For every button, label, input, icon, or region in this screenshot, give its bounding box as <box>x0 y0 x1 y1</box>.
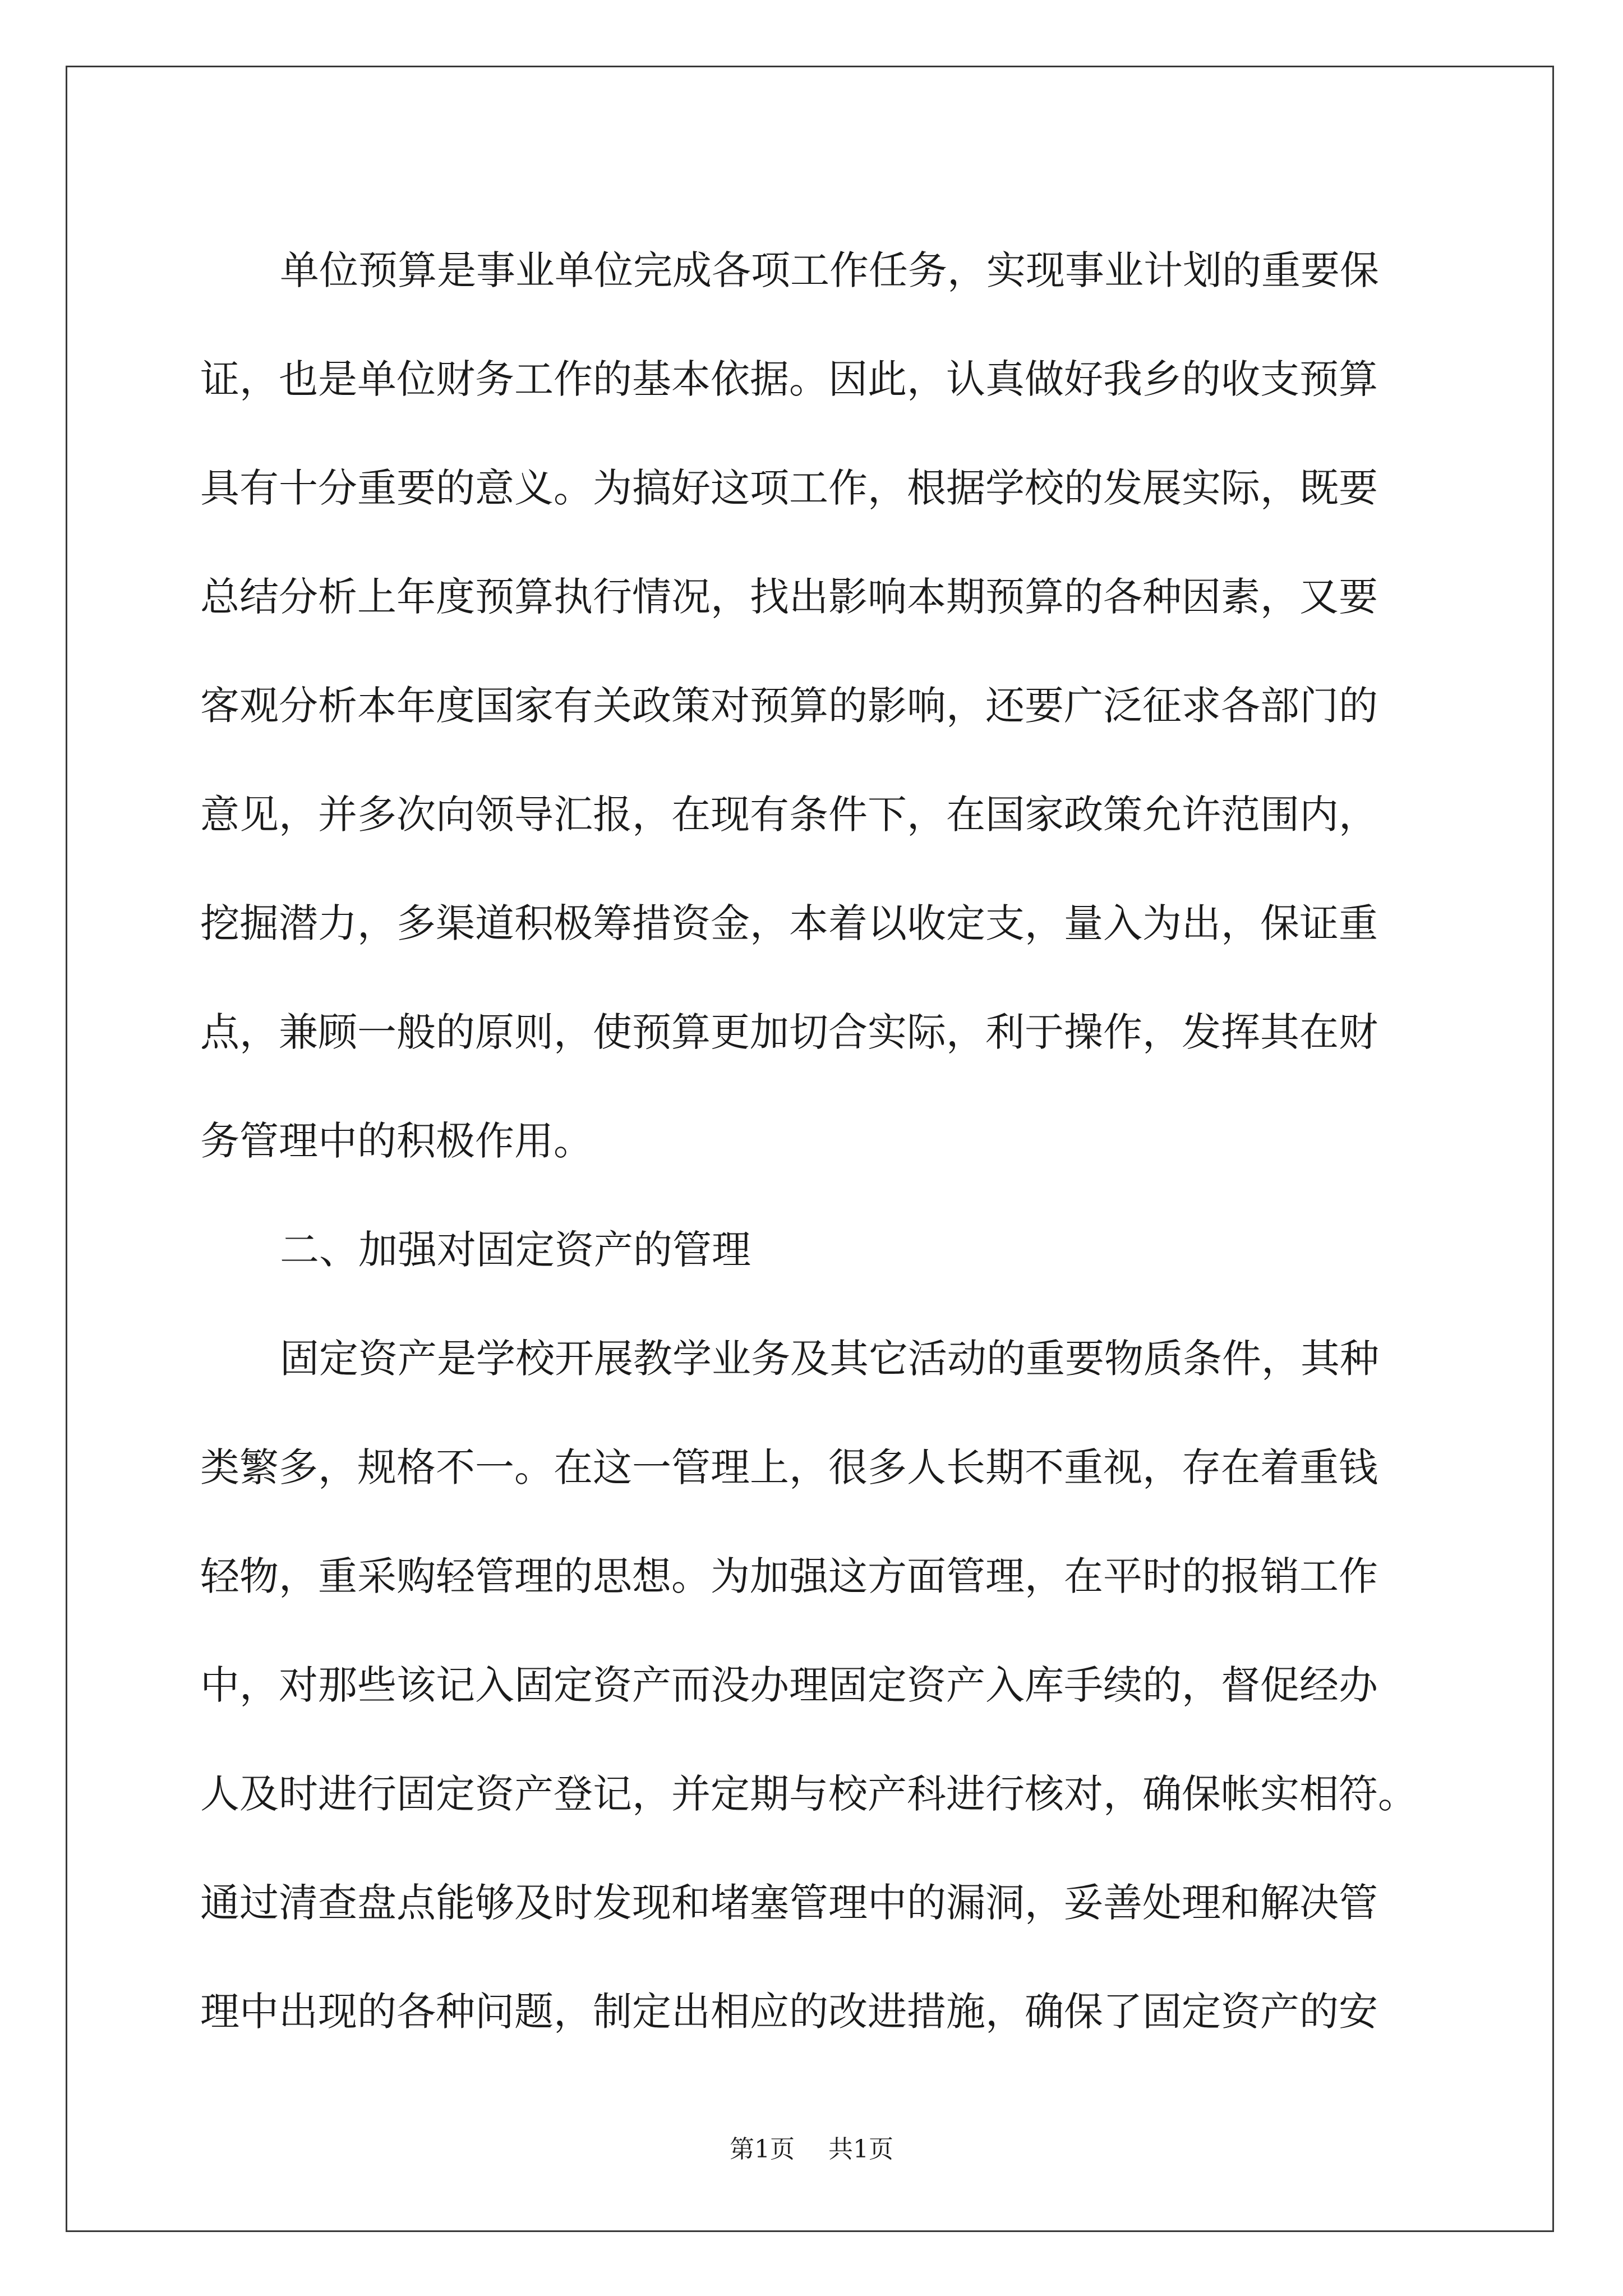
page-total: 共1页 <box>828 2135 893 2164</box>
text-line: 理中出现的各种问题，制定出相应的改进措施，确保了固定资产的安 <box>200 1989 1378 2035</box>
text-line: 人及时进行固定资产登记，并定期与校产科进行核对，确保帐实相符。 <box>200 1771 1417 1817</box>
text-line: 挖掘潜力，多渠道积极筹措资金，本着以收定支，量入为出，保证重 <box>200 900 1378 946</box>
text-line: 中，对那些该记入固定资产而没办理固定资产入库手续的，督促经办 <box>200 1662 1378 1708</box>
text-line: 单位预算是事业单位完成各项工作任务，实现事业计划的重要保 <box>280 247 1379 293</box>
text-line: 客观分析本年度国家有关政策对预算的影响，还要广泛征求各部门的 <box>200 683 1378 729</box>
page-number: 第1页 <box>730 2135 795 2164</box>
text-line: 点，兼顾一般的原则，使预算更加切合实际，利于操作，发挥其在财 <box>200 1009 1378 1055</box>
section-heading: 二、加强对固定资产的管理 <box>280 1227 751 1273</box>
text-line: 务管理中的积极作用。 <box>200 1118 593 1164</box>
text-line: 总结分析上年度预算执行情况，找出影响本期预算的各种因素，又要 <box>200 574 1378 620</box>
text-line: 证，也是单位财务工作的基本依据。因此，认真做好我乡的收支预算 <box>200 356 1378 402</box>
document-body <box>200 216 1434 2066</box>
paragraph-fixed-assets <box>200 1304 1434 2066</box>
paragraph-budget <box>200 216 1434 1195</box>
text-line: 通过清查盘点能够及时发现和堵塞管理中的漏洞，妥善处理和解决管 <box>200 1880 1378 1926</box>
text-line: 固定资产是学校开展教学业务及其它活动的重要物质条件，其种 <box>280 1336 1379 1382</box>
text-line: 类繁多，规格不一。在这一管理上，很多人长期不重视，存在着重钱 <box>200 1444 1378 1490</box>
page-footer <box>0 2129 1623 2165</box>
text-line: 意见，并多次向领导汇报，在现有条件下，在国家政策允许范围内， <box>200 792 1378 838</box>
text-line: 具有十分重要的意义。为搞好这项工作，根据学校的发展实际，既要 <box>200 465 1378 511</box>
text-line: 轻物，重采购轻管理的思想。为加强这方面管理，在平时的报销工作 <box>200 1553 1378 1599</box>
